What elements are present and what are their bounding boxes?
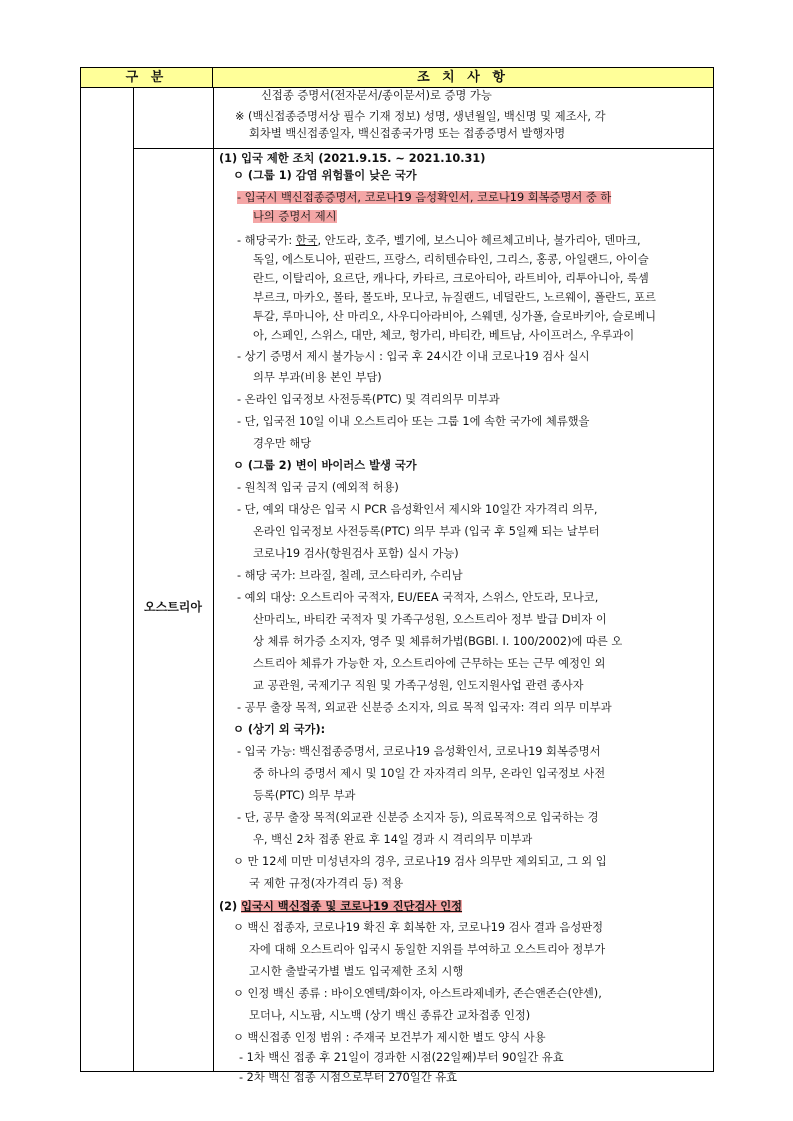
underlined-korea: 한국 <box>295 234 318 247</box>
text-line: 중 하나의 증명서 제시 및 10일 간 자자격리 의무, 온라인 입국정보 사전 <box>253 767 606 780</box>
text-line: 신접종 증명서(전자문서/종이문서)로 증명 가능 <box>261 89 492 102</box>
text-line: - 공무 출장 목적, 외교관 신분증 소지자, 의료 목적 입국자: 격리 의무 미부과 <box>237 701 612 714</box>
text-line: 경우만 해당 <box>253 437 312 450</box>
text-line <box>253 209 337 224</box>
table-header <box>81 68 713 88</box>
text-line: - 단, 입국전 10일 이내 오스트리아 또는 그룹 1에 속한 국가에 체류했을 <box>237 415 590 428</box>
section-1-title: (1) 입국 제한 조치 (2021.9.15. ~ 2021.10.31) <box>219 152 486 165</box>
text-line: 자에 대해 오스트리아 입국시 동일한 지위를 부여하고 오스트리아 정부가 <box>249 943 606 956</box>
text-line: - 온라인 입국정보 사전등록(PTC) 및 격리의무 미부과 <box>237 393 500 406</box>
header-measures: 조 치 사 항 <box>417 70 509 85</box>
text-line: 상 체류 허가증 소지자, 영주 및 체류허가법(BGBl. I. 100/2002)에 따른 오 <box>253 635 623 648</box>
group-2-title: ㅇ (그룹 2) 변이 바이러스 발생 국가 <box>233 459 417 472</box>
divider-country <box>213 87 214 1071</box>
text-line: 부르크, 마카오, 몰타, 몰도바, 모나코, 뉴질랜드, 네덜란드, 노르웨이, 폴란드, 포르 <box>253 291 656 304</box>
text-line: 아, 스페인, 스위스, 대만, 체코, 헝가리, 바티칸, 베트남, 사이프러스, 우루과이 <box>253 329 635 342</box>
group-3-title: ㅇ (상기 외 국가): <box>233 723 326 736</box>
text-line: 스트리아 체류가 가능한 자, 오스트리아에 근무하는 또는 근무 예정인 외 <box>253 657 606 670</box>
text-line: - 해당 국가: 브라질, 칠레, 코스타리카, 수리남 <box>237 569 463 582</box>
text-line <box>237 190 611 205</box>
text-line: 독일, 에스토니아, 핀란드, 프랑스, 리히텐슈타인, 그리스, 홍콩, 아일랜드, 아이슬 <box>253 253 649 266</box>
text-line: 국 제한 규정(자가격리 등) 적용 <box>249 877 404 890</box>
divider-outer-left <box>133 87 134 1071</box>
text-line: - 1차 백신 접종 후 21일이 경과한 시점(22일째)부터 90일간 유효 <box>239 1051 564 1064</box>
country-label: 오스트리아 <box>144 600 202 614</box>
text-line: - 입국 가능: 백신접종증명서, 코로나19 음성확인서, 코로나19 회복증명서 <box>237 745 601 758</box>
text-line: 등록(PTC) 의무 부과 <box>253 789 356 802</box>
text: , 안도라, 호주, 벨기에, 보스니아 헤르체고비나, 불가리아, 덴마크, <box>317 234 641 247</box>
section-2-number: (2) <box>219 900 242 913</box>
text-line: - 원칙적 입국 금지 (예외적 허용) <box>237 481 399 494</box>
text-line: - 예외 대상: 오스트리아 국적자, EU/EEA 국적자, 스위스, 안도라, 모나코, <box>237 591 599 604</box>
text-line: 회차별 백신접종일자, 백신접종국가명 또는 접종증명서 발행자명 <box>249 127 566 140</box>
text-line: - 2차 백신 접종 시점으로부터 270일간 유효 <box>239 1071 458 1084</box>
text-line: 란드, 이탈리아, 요르단, 캐나다, 카타르, 크로아티아, 라트비아, 리투아니아, 룩셈 <box>253 272 649 285</box>
text-line: ㅇ 백신 접종자, 코로나19 확진 후 회복한 자, 코로나19 검사 결과 음성판정 <box>233 921 604 934</box>
text-line: 온라인 입국정보 사전등록(PTC) 의무 부과 (입국 후 5일째 되는 날부터 <box>253 525 600 538</box>
text-line: 투갈, 루마니아, 산 마리오, 사우디아라비아, 스웨덴, 싱가폴, 슬로바키아, 슬로베니 <box>253 310 657 323</box>
text-line: - 단, 예외 대상은 입국 시 PCR 음성확인서 제시와 10일간 자가격리 의무, <box>237 503 598 516</box>
text-line: 모더나, 시노팜, 시노백 (상기 백신 종류간 교차접종 인정) <box>249 1009 531 1022</box>
header-category: 구 분 <box>81 68 213 87</box>
label: - 해당국가: <box>237 234 296 247</box>
text-line: ㅇ 만 12세 미만 미성년자의 경우, 코로나19 검사 의무만 제외되고, 그 외 입 <box>233 855 607 868</box>
text-line: 코로나19 검사(항원검사 포함) 실시 가능) <box>253 547 459 560</box>
text-line: 산마리노, 바티칸 국적자 및 가족구성원, 오스트리아 정부 발급 D비자 이 <box>253 613 607 626</box>
text-line: ㅇ 인정 백신 종류 : 바이오엔텍/화이자, 아스트라제네카, 존슨앤존슨(얀센), <box>233 987 602 1000</box>
text-line: ※ (백신접종증명서상 필수 기재 정보) 성명, 생년월일, 백신명 및 제조사, 각 <box>235 110 606 123</box>
text-line: - 단, 공무 출장 목적(외교관 신분증 소지자 등), 의료목적으로 입국하는 경 <box>237 811 599 824</box>
highlighted-text: 입국시 백신접종 및 코로나19 진단검사 인정 <box>241 900 463 913</box>
highlighted-text: - 입국시 백신접종증명서, 코로나19 음성확인서, 코로나19 회복증명서 중 하 <box>237 191 612 204</box>
text-line: 고시한 출발국가별 별도 입국제한 조치 시행 <box>249 965 464 978</box>
text-line: 우, 백신 2차 접종 완료 후 14일 경과 시 격리의무 미부과 <box>253 833 533 846</box>
text-line: 교 공관원, 국제기구 직원 및 가족구성원, 인도지원사업 관련 종사자 <box>253 679 584 692</box>
section-2-title <box>219 899 462 914</box>
text-line <box>237 233 641 248</box>
text-line: ㅇ 백신접종 인정 범위 : 주재국 보건부가 제시한 별도 양식 사용 <box>233 1031 546 1044</box>
measures-table <box>80 67 714 1084</box>
text-line: - 상기 증명서 제시 불가능시 : 입국 후 24시간 이내 코로나19 검사 실시 <box>237 350 590 363</box>
divider-row <box>133 148 713 149</box>
text-line: 의무 부과(비용 본인 부담) <box>253 371 382 384</box>
group-1-title: ㅇ (그룹 1) 감염 위험률이 낮은 국가 <box>233 169 417 182</box>
highlighted-text: 나의 증명서 제시 <box>253 210 337 223</box>
